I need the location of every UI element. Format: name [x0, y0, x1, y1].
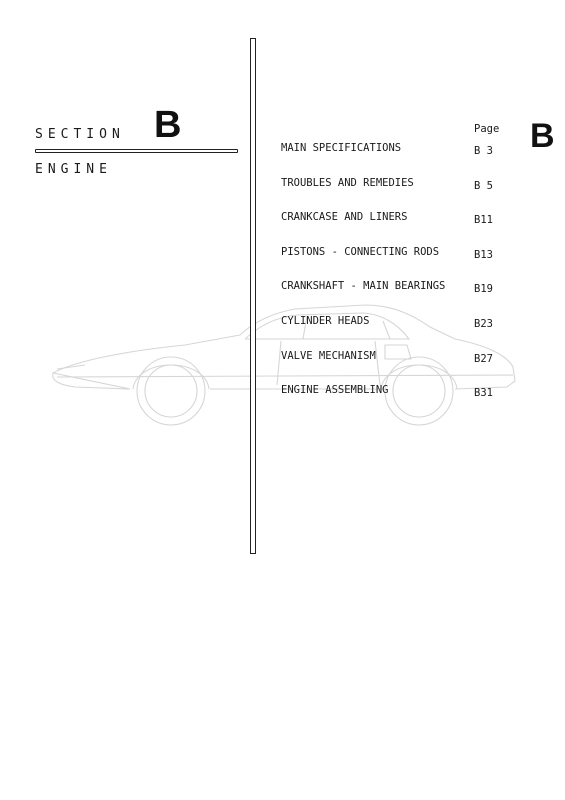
- toc-item-title: MAIN SPECIFICATIONS: [281, 142, 402, 154]
- vertical-divider: [250, 38, 256, 554]
- page-column-header: Page: [474, 123, 500, 135]
- toc-item-page: B11: [474, 214, 493, 227]
- toc-item-title: ENGINE ASSEMBLING: [281, 384, 389, 397]
- toc-item-title: TROUBLES AND REMEDIES: [281, 176, 414, 189]
- toc-item-page: B 5: [474, 179, 493, 192]
- toc-item-title: CRANKCASE AND LINERS: [281, 211, 408, 224]
- toc-item-cylinder-heads[interactable]: [281, 313, 531, 348]
- toc-item-page: B 3: [474, 145, 493, 157]
- table-of-contents: [281, 140, 531, 417]
- toc-item-page: B27: [474, 352, 493, 365]
- section-tab-letter: B: [530, 117, 555, 155]
- section-letter: B: [154, 104, 182, 146]
- toc-item-page: B13: [474, 248, 493, 261]
- section-label: SECTION: [35, 127, 125, 142]
- toc-item-title: VALVE MECHANISM: [281, 349, 376, 362]
- toc-item-engine-assembling[interactable]: [281, 382, 531, 417]
- toc-item-title: PISTONS - CONNECTING RODS: [281, 245, 440, 258]
- toc-item-page: B31: [474, 387, 493, 400]
- toc-item-crankshaft-main-bearings[interactable]: [281, 278, 531, 313]
- toc-item-troubles-and-remedies[interactable]: [281, 175, 531, 210]
- toc-item-pistons-connecting-rods[interactable]: [281, 244, 531, 279]
- toc-item-page: B19: [474, 283, 493, 296]
- toc-item-crankcase-and-liners[interactable]: [281, 209, 531, 244]
- toc-item-valve-mechanism[interactable]: [281, 348, 531, 383]
- toc-item-main-specifications[interactable]: [281, 140, 531, 175]
- section-rule: [35, 149, 238, 153]
- section-name: ENGINE: [35, 162, 112, 177]
- toc-item-title: CYLINDER HEADS: [281, 314, 370, 327]
- toc-item-page: B23: [474, 317, 493, 330]
- toc-item-title: CRANKSHAFT - MAIN BEARINGS: [281, 280, 446, 293]
